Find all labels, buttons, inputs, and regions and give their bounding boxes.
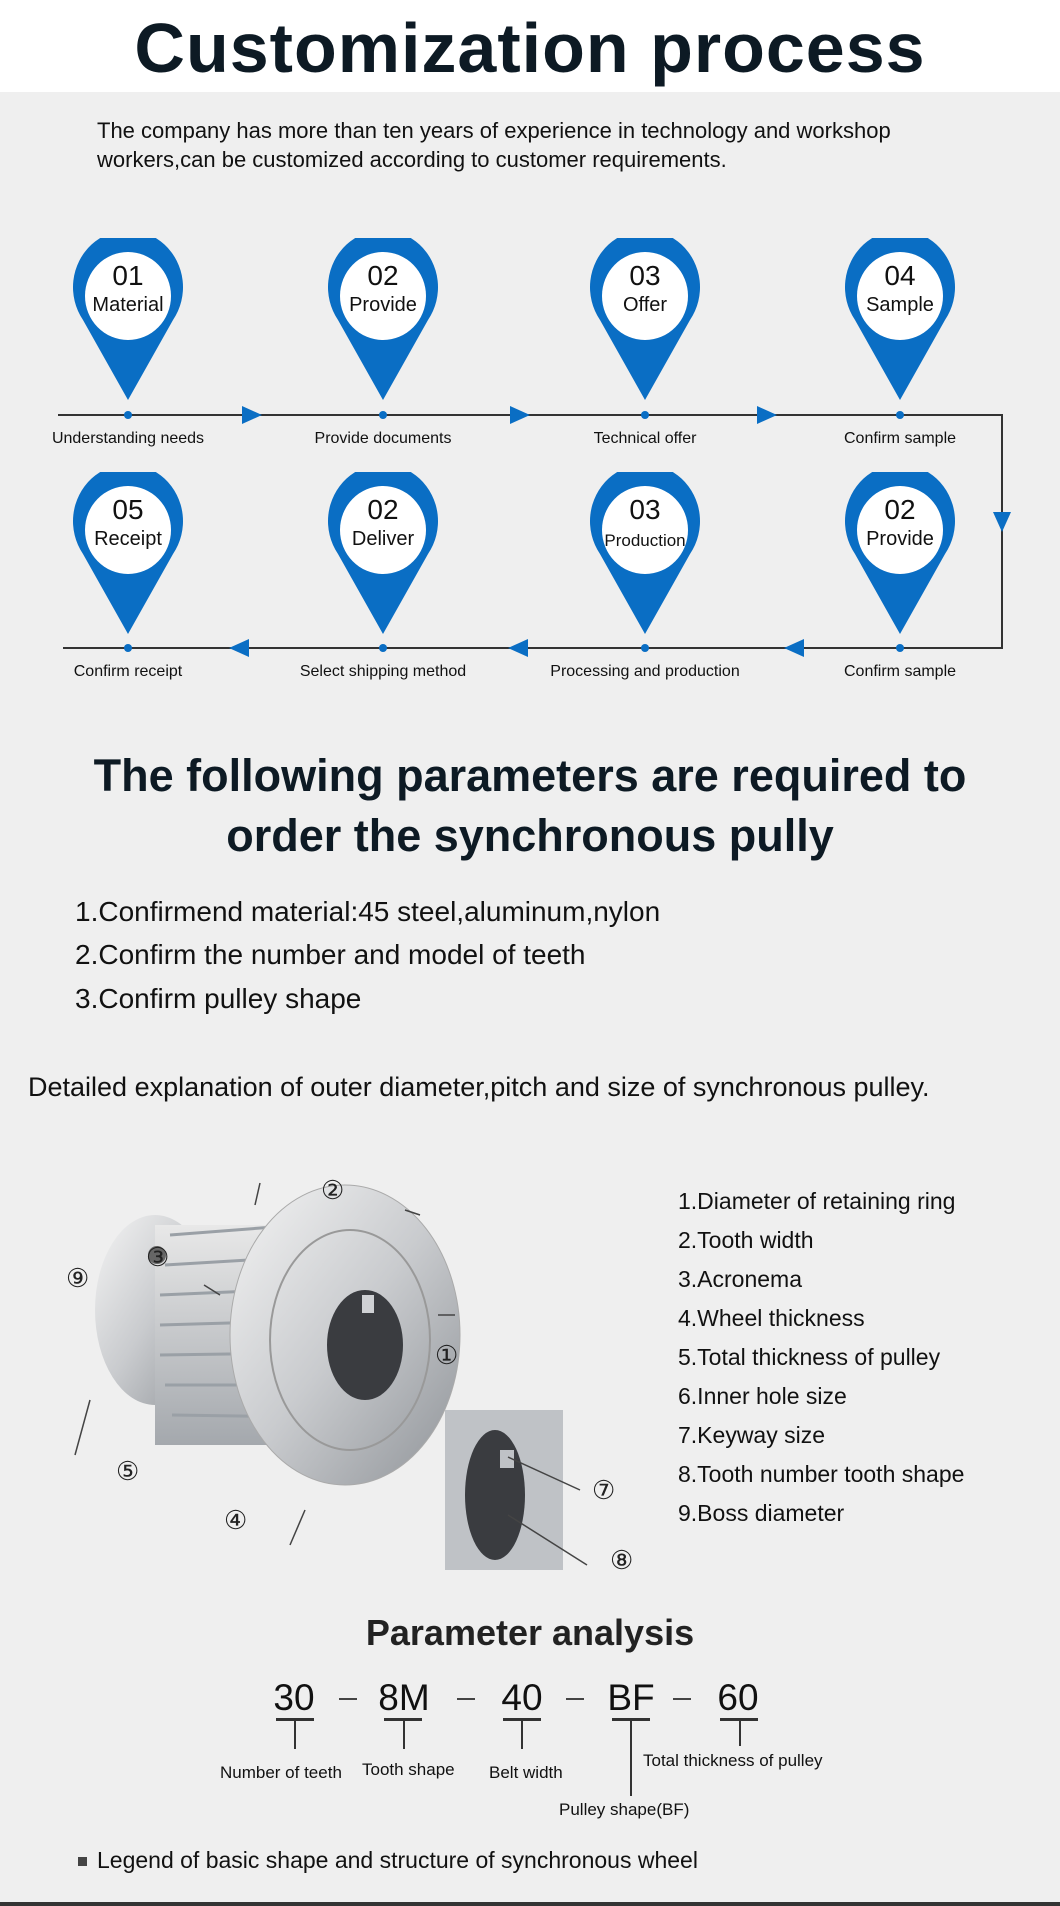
heading-line: order the synchronous pully — [226, 810, 834, 861]
code-dash — [673, 1698, 691, 1700]
arrow-right-icon — [757, 406, 777, 424]
step-label: Processing and production — [550, 663, 740, 680]
arrow-right-icon — [242, 406, 262, 424]
bottom-divider — [0, 1902, 1060, 1906]
step-dot — [896, 644, 904, 652]
step-label: Understanding needs — [51, 430, 205, 447]
step-dot — [124, 411, 132, 419]
callout-2: ② — [321, 1175, 345, 1205]
part-item: 9.Boss diameter — [678, 1500, 845, 1526]
part-item: 6.Inner hole size — [678, 1383, 847, 1409]
legend-text: Legend of basic shape and structure of synchronous wheel — [97, 1847, 698, 1873]
step-title: Sample — [866, 294, 934, 316]
requirement-item: 1.Confirmend material:45 steel,aluminum,nylon — [75, 896, 661, 927]
requirement-item: 3.Confirm pulley shape — [75, 983, 362, 1014]
code-dash — [339, 1698, 357, 1700]
callout-7: ⑦ — [592, 1475, 616, 1505]
step-title: Provide — [866, 528, 934, 550]
label-pulley-shape: Pulley shape(BF) — [559, 1800, 690, 1819]
callout-4: ④ — [224, 1505, 248, 1535]
step-label: Confirm sample — [843, 663, 957, 680]
flow-line-top — [58, 414, 1003, 416]
part-item: 2.Tooth width — [678, 1227, 814, 1253]
code-stem — [294, 1720, 296, 1749]
code-dash — [457, 1698, 475, 1700]
step-dot — [379, 644, 387, 652]
process-step-pin — [845, 238, 955, 403]
callout-9: ⑨ — [66, 1263, 90, 1293]
code-pulley-shape: BF — [607, 1677, 655, 1718]
step-title: Receipt — [94, 528, 162, 550]
code-stem — [521, 1720, 523, 1749]
process-step-pin — [845, 472, 955, 637]
part-item: 3.Acronema — [678, 1266, 803, 1292]
step-number: 02 — [884, 494, 916, 525]
code-teeth: 30 — [273, 1677, 315, 1718]
page-title: Customization process — [134, 9, 926, 87]
part-item: 5.Total thickness of pulley — [678, 1344, 941, 1370]
label-belt-width: Belt width — [489, 1763, 563, 1782]
arrow-left-icon — [508, 639, 528, 657]
step-number: 01 — [112, 260, 144, 291]
code-stem — [739, 1720, 741, 1746]
arrow-left-icon — [784, 639, 804, 657]
bullet-icon — [78, 1857, 87, 1866]
step-number: 02 — [367, 494, 399, 525]
part-item: 4.Wheel thickness — [678, 1305, 865, 1331]
label-teeth: Number of teeth — [220, 1763, 342, 1782]
code-dash — [566, 1698, 584, 1700]
step-title: Material — [92, 294, 164, 316]
heading-line: The following parameters are required to — [93, 750, 967, 801]
code-stem — [630, 1720, 632, 1796]
analysis-title: Parameter analysis — [365, 1612, 695, 1653]
step-dot — [124, 644, 132, 652]
process-step-pin — [73, 472, 183, 637]
requirements-heading — [30, 746, 1030, 866]
step-title: Deliver — [351, 528, 415, 550]
step-label: Confirm sample — [843, 430, 957, 447]
step-title: Production — [604, 531, 686, 550]
step-label: Provide documents — [314, 430, 452, 447]
callout-5: ⑤ — [116, 1456, 140, 1486]
callout-3: ③ — [146, 1242, 170, 1272]
callout-1: ① — [435, 1340, 459, 1370]
step-dot — [896, 411, 904, 419]
process-step-pin — [328, 238, 438, 403]
arrow-left-icon — [229, 639, 249, 657]
step-number: 05 — [112, 494, 144, 525]
flow-line-bottom — [63, 647, 1003, 649]
process-step-pin — [590, 238, 700, 403]
step-number: 03 — [629, 260, 661, 291]
code-belt-width: 40 — [501, 1677, 543, 1718]
step-number: 03 — [629, 494, 661, 525]
process-step-pin — [590, 472, 700, 637]
part-item: 1.Diameter of retaining ring — [678, 1188, 956, 1214]
step-label: Technical offer — [593, 430, 697, 447]
part-item: 7.Keyway size — [678, 1422, 826, 1448]
step-title: Offer — [622, 294, 668, 316]
step-dot — [641, 644, 649, 652]
step-label: Select shipping method — [299, 663, 467, 680]
part-item: 8.Tooth number tooth shape — [678, 1461, 965, 1487]
step-dot — [641, 411, 649, 419]
detail-title: Detailed explanation of outer diameter,pitch and size of synchronous pulley. — [28, 1072, 930, 1102]
arrow-right-icon — [510, 406, 530, 424]
step-dot — [379, 411, 387, 419]
step-number: 02 — [367, 260, 399, 291]
code-tooth-shape: 8M — [378, 1677, 430, 1718]
code-stem — [403, 1720, 405, 1749]
label-tooth-shape: Tooth shape — [362, 1760, 455, 1779]
process-step-pin — [73, 238, 183, 403]
intro-text: The company has more than ten years of experience in technology and workshop workers,can be customized according to customer requirements. — [97, 118, 891, 172]
step-label: Confirm receipt — [73, 663, 183, 680]
code-total-thickness: 60 — [717, 1677, 759, 1718]
process-step-pin — [328, 472, 438, 637]
callout-8: ⑧ — [610, 1545, 634, 1575]
label-total-thickness: Total thickness of pulley — [643, 1751, 823, 1770]
pulley-illustration — [60, 1165, 660, 1585]
step-number: 04 — [884, 260, 916, 291]
arrow-down-icon — [993, 512, 1011, 532]
requirement-item: 2.Confirm the number and model of teeth — [75, 939, 586, 970]
step-title: Provide — [349, 294, 417, 316]
